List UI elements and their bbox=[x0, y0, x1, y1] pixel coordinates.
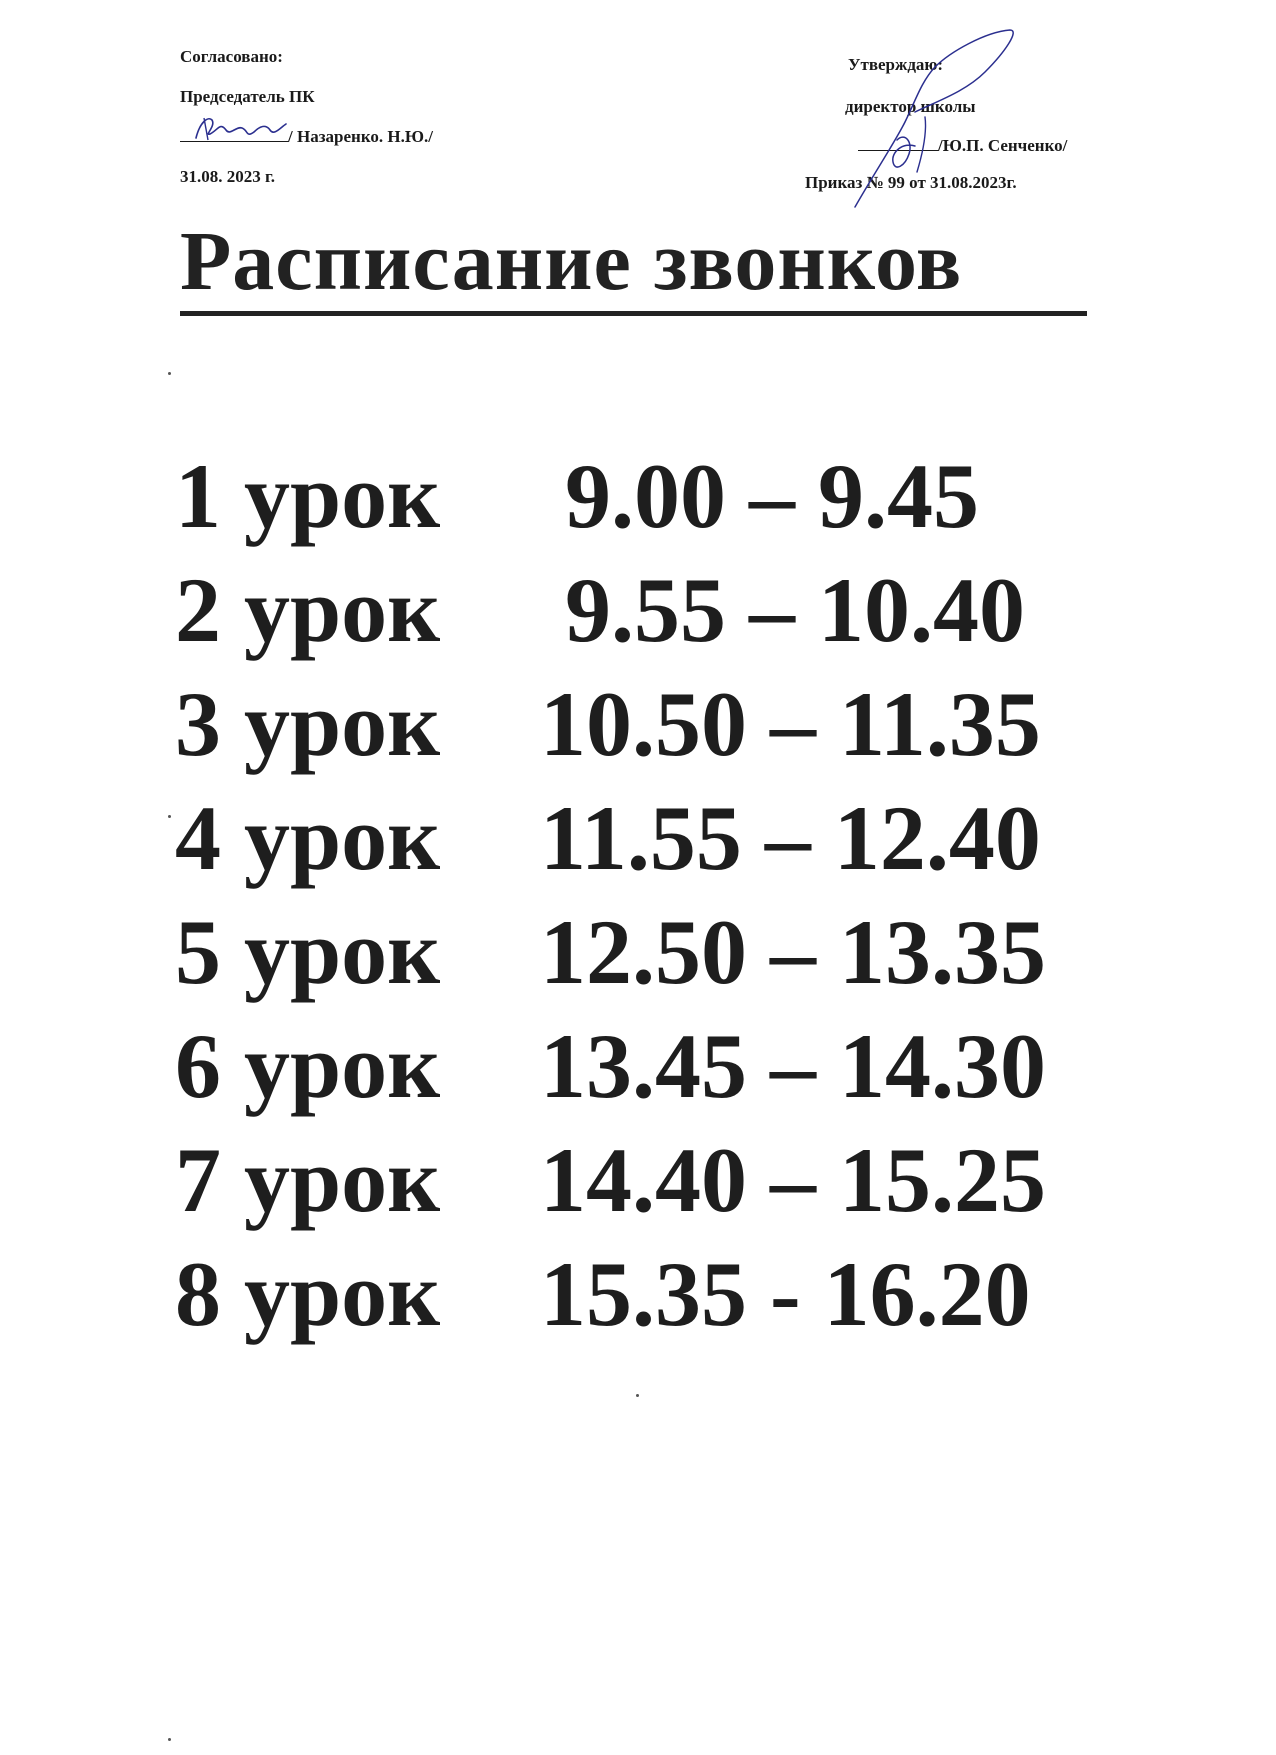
lesson-label: 8 урок bbox=[175, 1243, 441, 1345]
lesson-time: 15.35 - 16.20 bbox=[540, 1243, 1031, 1345]
scan-speck bbox=[168, 372, 171, 375]
approval-left-date: 31.08. 2023 г. bbox=[180, 167, 276, 186]
approval-right-name: /Ю.П. Сенченко/ bbox=[938, 136, 1068, 155]
lesson-label: 7 урок bbox=[175, 1129, 441, 1231]
lesson-label: 1 урок bbox=[175, 445, 441, 547]
lesson-label: 3 урок bbox=[175, 673, 441, 775]
scan-speck bbox=[636, 1394, 639, 1397]
scan-speck bbox=[168, 1738, 171, 1741]
scan-speck bbox=[168, 815, 171, 818]
lesson-label: 2 урок bbox=[175, 559, 441, 661]
approval-right-signature-line bbox=[858, 134, 1067, 154]
signature-blank bbox=[180, 125, 288, 142]
lesson-label: 4 урок bbox=[175, 787, 441, 889]
schedule-row bbox=[0, 901, 1276, 1016]
page-title: Расписание звонков bbox=[180, 215, 963, 308]
approval-left-position: Председатель ПК bbox=[180, 87, 315, 106]
signature-blank bbox=[858, 134, 938, 151]
lesson-label: 5 урок bbox=[175, 901, 441, 1003]
lesson-time: 9.00 – 9.45 bbox=[565, 445, 979, 547]
lesson-label: 6 урок bbox=[175, 1015, 441, 1117]
lesson-time: 9.55 – 10.40 bbox=[565, 559, 1025, 661]
right-signature-icon bbox=[835, 22, 1025, 222]
schedule-row bbox=[0, 1129, 1276, 1244]
schedule-row bbox=[0, 673, 1276, 788]
lesson-time: 10.50 – 11.35 bbox=[540, 673, 1041, 775]
lesson-time: 13.45 – 14.30 bbox=[540, 1015, 1046, 1117]
schedule-row bbox=[0, 787, 1276, 902]
approval-right-order: Приказ № 99 от 31.08.2023г. bbox=[805, 173, 1017, 192]
approval-left-heading: Согласовано: bbox=[180, 47, 283, 66]
approval-left-signature-line bbox=[180, 125, 433, 145]
lesson-time: 14.40 – 15.25 bbox=[540, 1129, 1046, 1231]
lesson-time: 12.50 – 13.35 bbox=[540, 901, 1046, 1003]
approval-right-position: директор школы bbox=[845, 97, 976, 116]
schedule-row bbox=[0, 445, 1276, 560]
title-underline bbox=[180, 311, 1087, 316]
lesson-time: 11.55 – 12.40 bbox=[540, 787, 1041, 889]
schedule-row bbox=[0, 1243, 1276, 1358]
schedule-row bbox=[0, 559, 1276, 674]
approval-right-heading: Утверждаю: bbox=[848, 55, 944, 74]
approval-left-name: / Назаренко. Н.Ю./ bbox=[288, 127, 433, 146]
schedule-row bbox=[0, 1015, 1276, 1130]
